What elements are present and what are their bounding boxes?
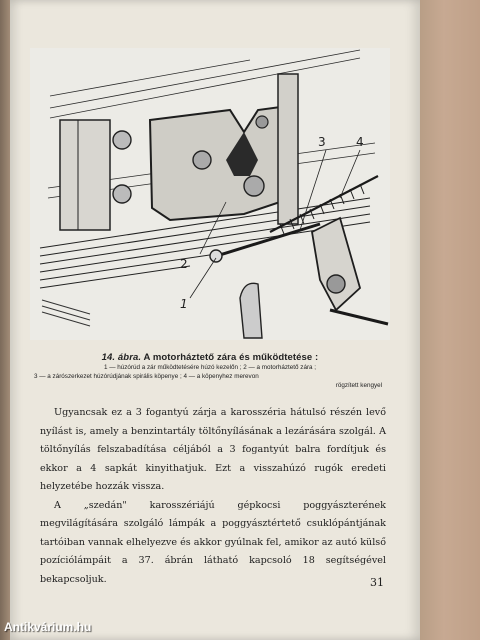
engine-hood-lock-illustration xyxy=(30,48,390,340)
caption-title-text: A motorháztető zára és működtetése : xyxy=(143,352,319,363)
figure-caption xyxy=(34,352,386,390)
page-number: 31 xyxy=(370,576,384,589)
caption-title xyxy=(34,352,386,363)
caption-legend-line-1: 1 — húzórúd a zár működtetésére húzó kezelőn ; 2 — a motorháztető zára ; xyxy=(103,364,317,371)
caption-legend-line-2: 3 — a zárószerkezet húzórúdjának spirális köpenye ; 4 — a köpenyhez merevon xyxy=(34,373,259,380)
paragraph-2: A „szedán" karosszériájú gépkocsi poggyászterének megvilágítására szolgáló lámpák a poggyásztértető csuklópántjának tartóiban vannak elhelyezve és akkor gyúlnak fel, amikor az autó külső pozíciólámpáit a 37. ábrán látható kapcsoló 18 segítségével bekapcsoljuk. xyxy=(40,499,386,585)
figure-label-2: 2 xyxy=(180,257,188,271)
figure-label-4: 4 xyxy=(356,135,364,149)
hood-lock-drawing xyxy=(30,48,390,340)
figure-label-3: 3 xyxy=(318,135,326,149)
caption-legend-line-3: rögzített kengyel xyxy=(335,382,382,389)
book-page xyxy=(10,0,420,640)
body-text xyxy=(40,404,386,589)
watermark: Antikvárium.hu xyxy=(4,620,92,634)
caption-figure-number: 14. ábra. xyxy=(101,352,142,363)
book-edge-right xyxy=(420,0,480,640)
paragraph-1: Ugyancsak ez a 3 fogantyú zárja a karosszéria hátulsó részén levő nyílást is, amely a benzintartály töltőnyílásának a lezárására szolgál. A töltőnyílás felszabadítása céljából a 3 fogantyút balra fordítjuk és ekkor a 4 sapkát kinyithatjuk. Ezt a visszahúzó rugók eredeti helyzetébe hozzák vissza. xyxy=(40,407,386,492)
figure-label-1: 1 xyxy=(180,297,188,311)
